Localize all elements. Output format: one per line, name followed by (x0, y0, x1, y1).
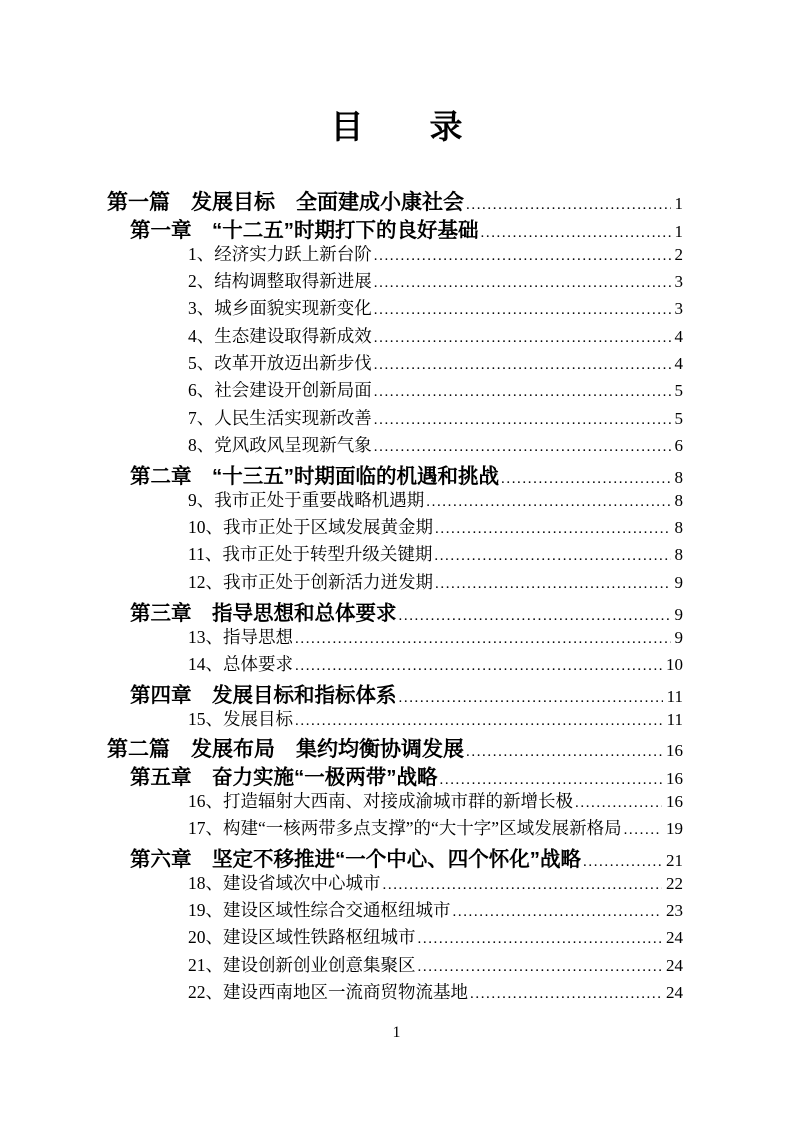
toc-entry-page: 9 (674, 605, 683, 625)
toc-entry-page: 22 (666, 873, 683, 893)
toc-leader-dots (435, 520, 671, 538)
toc-entry-item[interactable] (107, 405, 683, 432)
toc-leader-dots (481, 224, 671, 242)
toc-entry-label: 13、指导思想 (188, 626, 293, 647)
toc-leader-dots (295, 712, 663, 730)
toc-entry-chapter[interactable] (107, 760, 683, 790)
toc-entry-page: 11 (666, 687, 683, 707)
toc-entry-label: 19、建设区域性综合交通枢纽城市 (188, 899, 451, 920)
toc-leader-dots (426, 493, 670, 511)
toc-entry-item[interactable] (107, 487, 683, 514)
toc-leader-dots (470, 985, 662, 1003)
toc-entry-chapter[interactable] (107, 678, 683, 708)
toc-entry-page: 8 (674, 545, 683, 565)
toc-entry-label: 第二章 “十三五”时期面临的机遇和挑战 (130, 465, 499, 489)
toc-entry-label: 15、发展目标 (188, 708, 293, 729)
toc-leader-dots (399, 689, 663, 707)
toc-entry-label: 第二篇 发展布局 集约均衡协调发展 (107, 737, 464, 761)
toc-entry-label: 9、我市正处于重要战略机遇期 (188, 489, 425, 510)
toc-entry-page: 24 (666, 955, 683, 975)
toc-entry-label: 10、我市正处于区域发展黄金期 (188, 517, 433, 538)
toc-entry-page: 5 (674, 381, 683, 401)
toc-entry-item[interactable] (107, 788, 683, 815)
toc-entry-page: 24 (666, 928, 683, 948)
toc-leader-dots (374, 274, 671, 292)
toc-entry-page: 4 (674, 354, 683, 374)
toc-entry-label: 6、社会建设开创新局面 (188, 380, 372, 401)
toc-entry-label: 第一篇 发展目标 全面建成小康社会 (107, 191, 464, 214)
toc-entry-page: 24 (666, 982, 683, 1002)
toc-leader-dots (399, 607, 671, 625)
toc-entry-item[interactable] (107, 924, 683, 951)
toc-leader-dots (374, 356, 671, 374)
toc-entry-item[interactable] (107, 870, 683, 897)
toc-leader-dots (374, 438, 671, 456)
toc-entry-page: 4 (674, 326, 683, 346)
toc-leader-dots (374, 247, 671, 265)
toc-entry-item[interactable] (107, 241, 683, 268)
toc-entry-page: 1 (674, 194, 683, 213)
toc-entry-page: 9 (674, 572, 683, 592)
toc-list (107, 186, 683, 1006)
toc-leader-dots (418, 958, 663, 976)
toc-entry-chapter[interactable] (107, 213, 683, 243)
toc-entry-item[interactable] (107, 706, 683, 733)
toc-entry-item[interactable] (107, 651, 683, 678)
toc-entry-page: 10 (666, 654, 683, 674)
toc-entry-item[interactable] (107, 268, 683, 295)
toc-entry-item[interactable] (107, 624, 683, 651)
toc-leader-dots (624, 821, 662, 839)
toc-entry-page: 21 (666, 851, 683, 871)
toc-entry-label: 第五章 奋力实施“一极两带”战略 (130, 766, 438, 790)
toc-entry-label: 20、建设区域性铁路枢纽城市 (188, 927, 416, 948)
toc-entry-item[interactable] (107, 815, 683, 842)
toc-entry-page: 5 (674, 408, 683, 428)
toc-leader-dots (383, 876, 663, 894)
toc-leader-dots (434, 547, 670, 565)
toc-leader-dots (453, 903, 663, 921)
toc-entry-page: 3 (674, 272, 683, 292)
toc-leader-dots (501, 470, 671, 488)
toc-entry-label: 第一章 “十二五”时期打下的良好基础 (130, 219, 479, 243)
toc-entry-label: 第三章 指导思想和总体要求 (130, 602, 397, 626)
toc-entry-item[interactable] (107, 377, 683, 404)
toc-leader-dots (466, 743, 662, 761)
toc-entry-item[interactable] (107, 432, 683, 459)
toc-entry-label: 第六章 坚定不移推进“一个中心、四个怀化”战略 (130, 848, 581, 872)
toc-entry-page: 11 (666, 709, 683, 729)
toc-entry-label: 4、生态建设取得新成效 (188, 325, 372, 346)
footer-page-number: 1 (392, 1024, 401, 1041)
toc-entry-item[interactable] (107, 323, 683, 350)
toc-entry-page: 23 (666, 900, 683, 920)
toc-entry-chapter[interactable] (107, 596, 683, 626)
toc-entry-page: 3 (674, 299, 683, 319)
toc-entry-label: 第四章 发展目标和指标体系 (130, 684, 397, 708)
toc-entry-label: 18、建设省域次中心城市 (188, 872, 381, 893)
toc-entry-label: 7、人民生活实现新改善 (188, 407, 372, 428)
toc-leader-dots (418, 930, 663, 948)
toc-entry-page: 16 (666, 769, 683, 789)
toc-entry-item[interactable] (107, 541, 683, 568)
toc-entry-label: 5、改革开放迈出新步伐 (188, 353, 372, 374)
toc-leader-dots (374, 383, 671, 401)
toc-leader-dots (295, 657, 662, 675)
toc-entry-label: 12、我市正处于创新活力迸发期 (188, 571, 433, 592)
toc-entry-item[interactable] (107, 952, 683, 979)
toc-entry-label: 2、结构调整取得新进展 (188, 271, 372, 292)
toc-entry-label: 3、城乡面貌实现新变化 (188, 298, 372, 319)
toc-entry-page: 16 (666, 791, 683, 811)
toc-entry-part[interactable] (107, 186, 683, 213)
toc-leader-dots (295, 630, 671, 648)
toc-entry-page: 2 (674, 244, 683, 264)
toc-entry-item[interactable] (107, 897, 683, 924)
toc-entry-label: 11、我市正处于转型升级关键期 (188, 544, 433, 565)
toc-entry-page: 8 (674, 468, 683, 488)
toc-leader-dots (435, 575, 671, 593)
toc-entry-page: 8 (674, 490, 683, 510)
toc-entry-item[interactable] (107, 514, 683, 541)
toc-entry-page: 16 (666, 740, 683, 760)
toc-entry-label: 21、建设创新创业创意集聚区 (188, 954, 416, 975)
toc-leader-dots (374, 329, 671, 347)
toc-entry-label: 8、党风政风呈现新气象 (188, 435, 372, 456)
toc-entry-page: 19 (666, 818, 683, 838)
toc-entry-chapter[interactable] (107, 842, 683, 872)
toc-entry-label: 17、构建“一核两带多点支撑”的“大十字”区域发展新格局 (188, 817, 622, 838)
toc-leader-dots (440, 771, 663, 789)
toc-leader-dots (466, 196, 671, 214)
toc-entry-label: 1、经济实力跃上新台阶 (188, 243, 372, 264)
toc-entry-item[interactable] (107, 350, 683, 377)
toc-entry-page: 1 (674, 222, 683, 242)
toc-leader-dots (583, 853, 662, 871)
toc-entry-label: 16、打造辐射大西南、对接成渝城市群的新增长极 (188, 790, 573, 811)
page-title: 目 录 (330, 110, 463, 146)
toc-entry-page: 8 (674, 518, 683, 538)
toc-entry-chapter[interactable] (107, 459, 683, 489)
toc-entry-page: 6 (674, 436, 683, 456)
toc-leader-dots (374, 411, 671, 429)
toc-leader-dots (575, 794, 662, 812)
toc-entry-item[interactable] (107, 295, 683, 322)
toc-entry-item[interactable] (107, 979, 683, 1006)
toc-entry-label: 22、建设西南地区一流商贸物流基地 (188, 981, 468, 1002)
toc-entry-item[interactable] (107, 569, 683, 596)
toc-leader-dots (374, 301, 671, 319)
toc-entry-label: 14、总体要求 (188, 653, 293, 674)
toc-entry-page: 9 (674, 627, 683, 647)
toc-entry-part[interactable] (107, 733, 683, 760)
